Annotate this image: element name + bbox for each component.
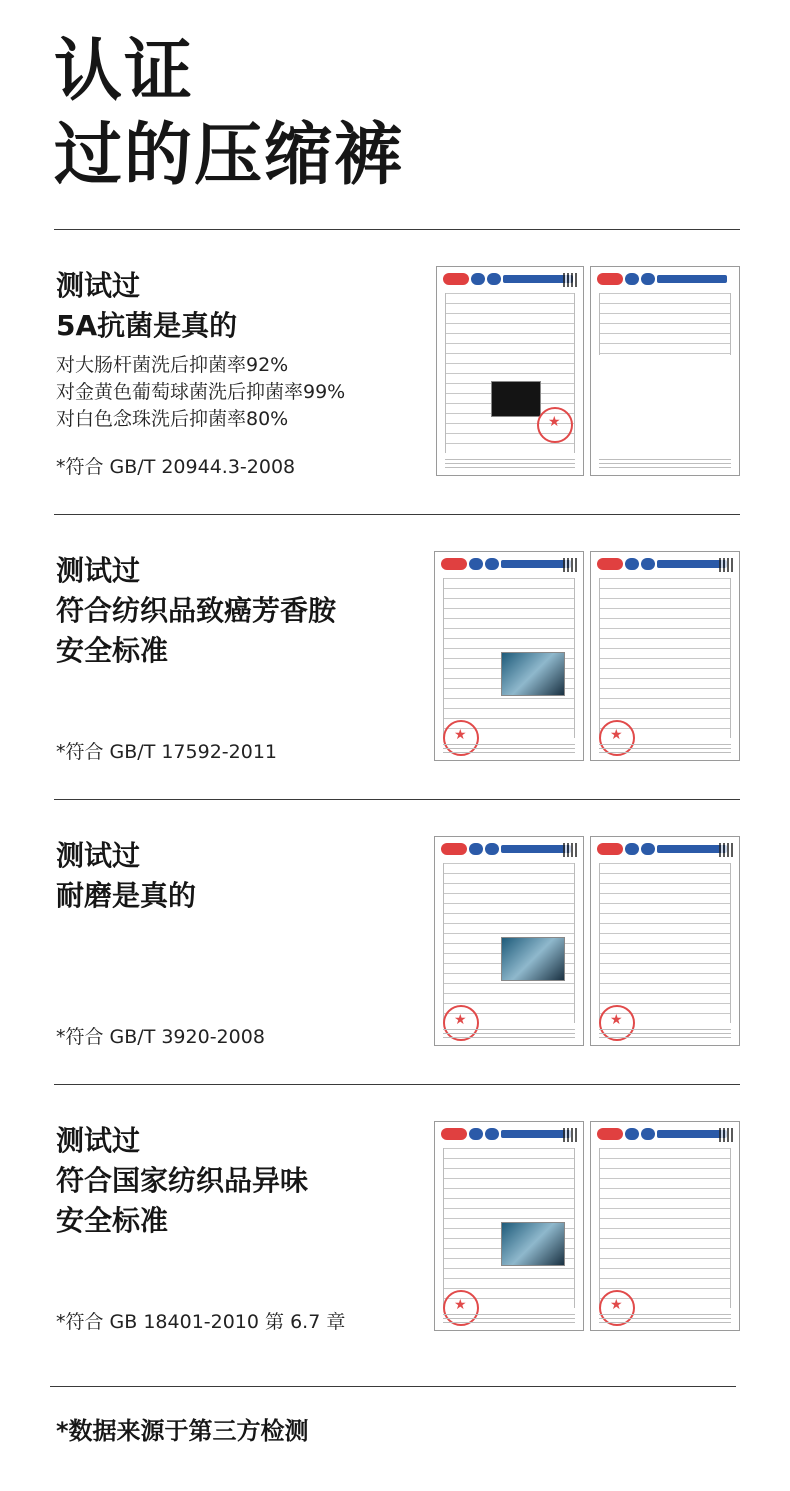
section-heading-line: 测试过: [56, 1124, 141, 1157]
section-detail: 对大肠杆菌洗后抑菌率92%: [56, 354, 289, 376]
divider: [50, 1386, 736, 1387]
section-heading-line: 耐磨是真的: [56, 879, 197, 912]
test-report-image: [434, 836, 584, 1046]
section-antibacterial: [0, 266, 790, 482]
test-report-image: [434, 551, 584, 761]
title-line-1: 认证: [54, 32, 195, 111]
section-heading-line: 安全标准: [56, 1204, 169, 1237]
page-title: [54, 30, 404, 198]
section-heading-line: 符合国家纺织品异味: [56, 1164, 309, 1197]
data-source-note: *数据来源于第三方检测: [56, 1417, 309, 1445]
section-heading-line: 测试过: [56, 554, 141, 587]
standard-note: *符合 GB 18401-2010 第 6.7 章: [56, 1311, 346, 1333]
section-detail: 对白色念珠洗后抑菌率80%: [56, 408, 289, 430]
test-report-image: [590, 266, 740, 476]
section-aromatic-amine: [0, 551, 790, 767]
section-heading-line: 符合纺织品致癌芳香胺: [56, 594, 337, 627]
divider: [54, 799, 740, 800]
section-heading-line: 5A抗菌是真的: [56, 309, 238, 342]
section-odor: [0, 1121, 790, 1337]
section-heading-line: 安全标准: [56, 634, 169, 667]
divider: [54, 1084, 740, 1085]
standard-note: *符合 GB/T 20944.3-2008: [56, 456, 296, 478]
test-report-image: [590, 1121, 740, 1331]
test-report-image: [590, 836, 740, 1046]
section-detail: 对金黄色葡萄球菌洗后抑菌率99%: [56, 381, 346, 403]
divider: [54, 229, 740, 230]
test-report-image: [434, 1121, 584, 1331]
test-report-image: [436, 266, 584, 476]
section-heading-line: 测试过: [56, 269, 141, 302]
test-report-image: [590, 551, 740, 761]
section-heading-line: 测试过: [56, 839, 141, 872]
title-line-2: 过的压缩裤: [54, 116, 405, 195]
standard-note: *符合 GB/T 3920-2008: [56, 1026, 265, 1048]
section-abrasion: [0, 836, 790, 1052]
divider: [54, 514, 740, 515]
standard-note: *符合 GB/T 17592-2011: [56, 741, 277, 763]
